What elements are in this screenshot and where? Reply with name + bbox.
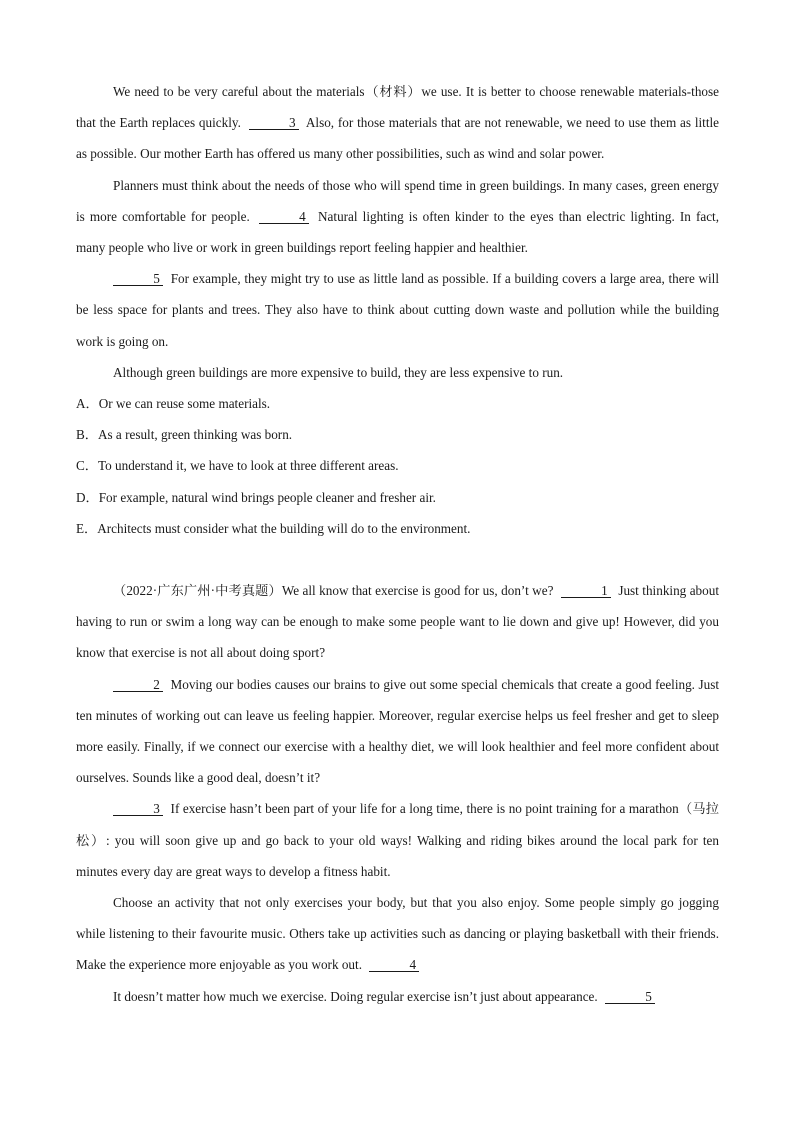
option-d: D．For example, natural wind brings people cleaner and fresher air.: [76, 489, 436, 505]
text: （2022·广东广州·中考真题）We all know that exercise is good for us, don’t we?: [113, 583, 554, 599]
spacer: [76, 544, 719, 575]
blank-4: 4: [369, 958, 419, 972]
blank-5: 5: [605, 990, 655, 1004]
passage2-paragraph-5: [76, 981, 719, 1012]
document-page: [76, 76, 719, 1012]
text: Moving our bodies causes our brains to give out some special chemicals that create a good feeling. Just ten minutes of working out can leave us feeling happier. Moreover, regular exercise helps us feel fresher and get to sleep more easily. Finally, if we connect our exercise with a healthy diet, we will look healthier and feel more confident about ourselves. Sounds like a good deal, doesn’t it?: [76, 676, 720, 786]
option-e: E．Architects must consider what the building will do to the environment.: [76, 520, 471, 536]
passage2-paragraph-3: [76, 793, 719, 887]
blank-2: 2: [113, 678, 163, 692]
passage2-paragraph-2: [76, 669, 719, 794]
text: If exercise hasn’t been part of your life for a long time, there is no point training for a marathon（马拉松）: you will soon give up and go back to your old ways! Walking and riding bikes around the local park for ten minutes every day are great ways to develop a fitness habit.: [76, 801, 719, 879]
blank-1: 1: [561, 584, 611, 598]
text: For example, they might try to use as little land as possible. If a building covers a large area, there will be less space for plants and trees. They also have to think about cutting down waste and pollution while the building work is going on.: [76, 271, 719, 349]
option-b: B．As a result, green thinking was born.: [76, 427, 293, 443]
text: Choose an activity that not only exercises your body, but that you also enjoy. Some people simply go jogging while listening to their favourite music. Others take up activities such as dancing or playing basketball with their friends. Make the experience more enjoyable as you work out.: [76, 895, 719, 973]
passage1-paragraph-3: [76, 263, 719, 357]
text: It doesn’t matter how much we exercise. Doing regular exercise isn’t just about appearance.: [113, 988, 598, 1004]
text: Planners must think about the needs of those who will spend time in green buildings. In many cases, green energy is more comfortable for people.: [76, 177, 719, 224]
text: Also, for those materials that are not renewable, we need to use them as little as possible. Our mother Earth has offered us many other possibilities, such as wind and solar power.: [76, 115, 720, 162]
passage2-paragraph-1: [76, 575, 719, 669]
passage1-paragraph-2: [76, 170, 719, 264]
blank-5: 5: [113, 272, 163, 286]
option-a: A．Or we can reuse some materials.: [76, 396, 271, 412]
text: We need to be very careful about the materials（材料）we use. It is better to choose renewable materials-those that the Earth replaces quickly.: [76, 84, 719, 131]
blank-3: 3: [249, 116, 299, 130]
blank-4: 4: [259, 210, 309, 224]
option-c: C．To understand it, we have to look at three different areas.: [76, 458, 399, 474]
text: Natural lighting is often kinder to the eyes than electric lighting. In fact, many people who live or work in green buildings report feeling happier and healthier.: [76, 208, 720, 256]
blank-3: 3: [113, 802, 163, 816]
passage1-paragraph-1: [76, 76, 719, 170]
text: Just thinking about having to run or swim a long way can be enough to make some people want to lie down and give up! However, did you know that exercise is not all about doing sport?: [76, 583, 720, 661]
passage1-paragraph-4: Although green buildings are more expensive to build, they are less expensive to run.: [113, 364, 564, 380]
passage2-paragraph-4: [76, 887, 719, 981]
